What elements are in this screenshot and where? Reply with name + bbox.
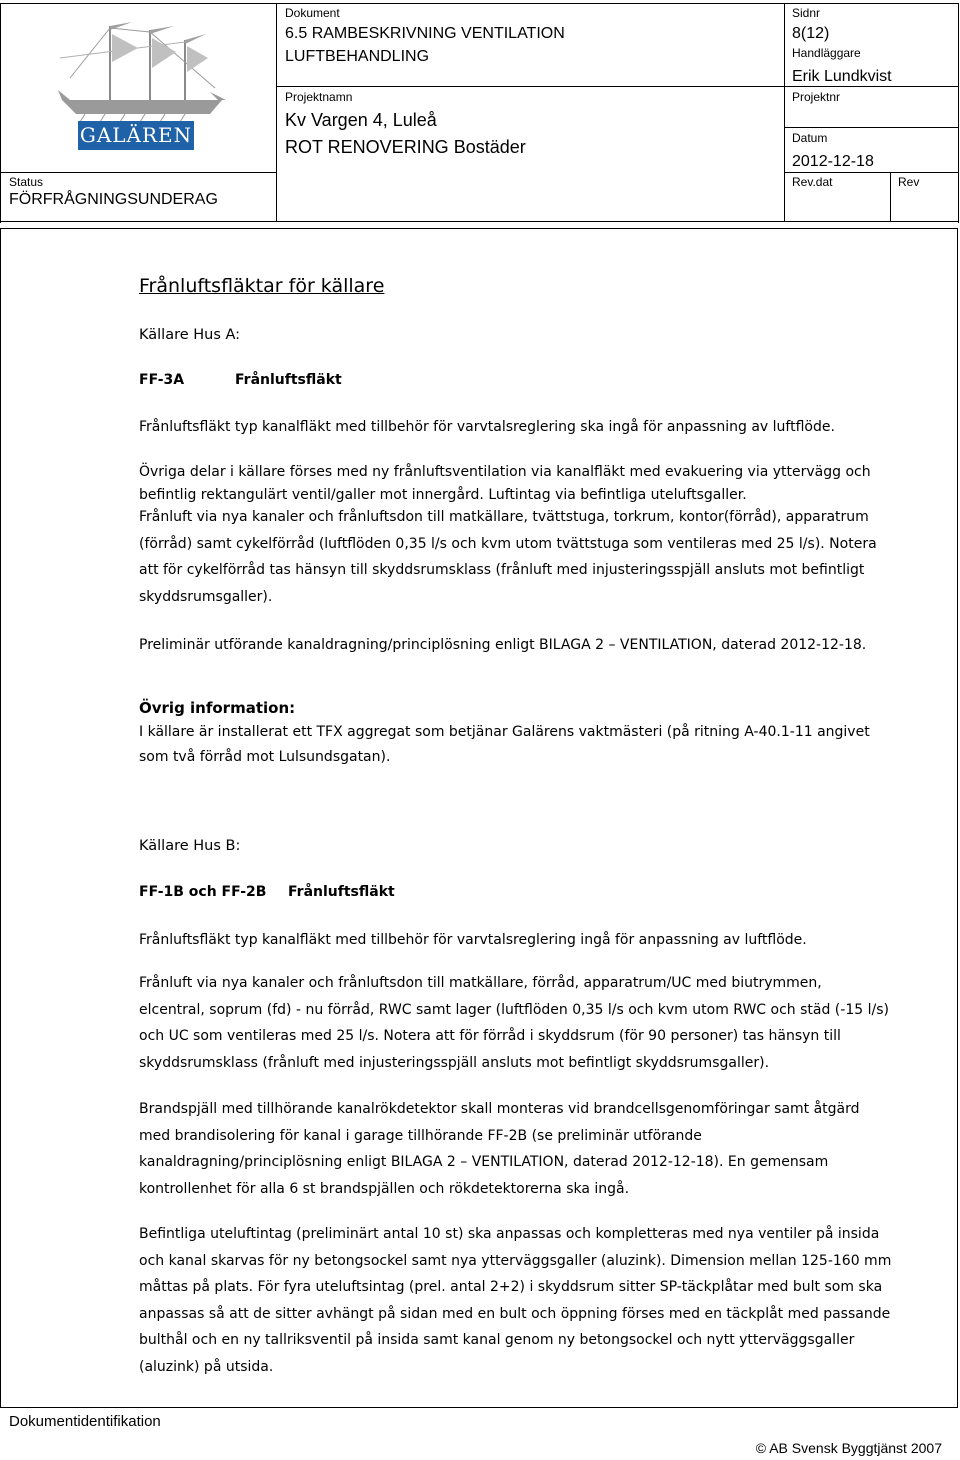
- hus-a-heading: Källare Hus A:: [139, 327, 241, 343]
- hus-b-paragraph-2: [139, 970, 951, 1076]
- datum-value: 2012-12-18: [792, 153, 874, 170]
- hus-a-paragraph-4: [139, 632, 951, 659]
- text-line: kanaldragning/principlösning enligt BILAGA 2 – VENTILATION, daterad 2012-12-18). En gemensam: [139, 1154, 829, 1170]
- status-value: FÖRFRÅGNINGSUNDERAG: [9, 191, 218, 208]
- doc-id-label: Dokumentidentifikation: [9, 1413, 161, 1430]
- hus-a-name: Frånluftsfläkt: [235, 372, 342, 388]
- hus-a-paragraph-2: [139, 459, 951, 508]
- dokument-value-line1: 6.5 RAMBESKRIVNING VENTILATION: [285, 25, 565, 42]
- hus-b-paragraph-1: [139, 927, 951, 954]
- galaren-logo: [40, 18, 240, 158]
- ovrig-paragraph: [139, 720, 951, 770]
- dokument-value-line2: LUFTBEHANDLING: [285, 48, 430, 65]
- text-line: Frånluftsfläkt typ kanalfläkt med tillbehör för varvtalsreglering ska ingå för anpassning av luftflöde.: [139, 419, 835, 435]
- text-line: (förråd) samt cykelförråd (luftflöden 0,35 l/s och kvm utom tvättstuga som ventileras med 25 l/s). Notera: [139, 535, 877, 552]
- text-line: och kanal skarvas för ny betongsockel samt nya ytterväggsgaller (aluzink). Dimension mellan 125-160 mm: [139, 1252, 892, 1269]
- text-line: Övriga delar i källare förses med ny frånluftsventilation via kanalfläkt med evakuering via yttervägg och: [139, 464, 871, 480]
- hus-a-paragraph-3: [139, 504, 951, 610]
- text-line: som två förråd mot Lulsundsgatan).: [139, 749, 391, 765]
- text-line: Frånluft via nya kanaler och frånluftsdon till matkällare, tvättstuga, torkrum, kontor(förråd), apparatrum: [139, 509, 869, 525]
- projektnamn-label: Projektnamn: [285, 90, 353, 104]
- handlaggare-label: Handläggare: [792, 46, 861, 60]
- hus-a-paragraph-1: [139, 414, 951, 441]
- projektnamn-line2: ROT RENOVERING Bostäder: [285, 137, 526, 157]
- datum-label: Datum: [792, 131, 828, 145]
- dokument-label: Dokument: [285, 6, 340, 20]
- text-line: bulthål och en ny tallriksventil på insida samt kanal genom ny betongsockel och nytt ytterväggsgaller: [139, 1332, 855, 1348]
- hus-b-paragraph-4: [139, 1221, 951, 1380]
- hus-b-paragraph-3: [139, 1096, 951, 1202]
- text-line: Preliminär utförande kanaldragning/principlösning enligt BILAGA 2 – VENTILATION, daterad 2012-12-18.: [139, 637, 867, 653]
- text-line: skyddsrumsklass (frånluft med injusteringsspjäll ansluts mot befintligt skyddsrumsgaller).: [139, 1054, 770, 1071]
- text-line: anpassas så att de sitter avhängt på sidan med en bult och öppning förses med en täckplåt med passande: [139, 1305, 891, 1322]
- sidnr-value: 8(12): [792, 25, 830, 42]
- text-line: (aluzink) på utsida.: [139, 1358, 274, 1375]
- revdat-label: Rev.dat: [792, 175, 833, 189]
- text-line: Brandspjäll med tillhörande kanalrökdetektor skall monteras vid brandcellsgenomföringar samt åtgärd: [139, 1101, 860, 1117]
- text-line: kontrollenhet för alla 6 st brandspjällen och rökdetektorerna ska ingå.: [139, 1180, 630, 1197]
- text-line: och UC som ventileras med 25 l/s. Notera att för förråd i skyddsrum (för 90 personer) tas hänsyn till: [139, 1028, 841, 1044]
- text-line: Frånluftsfläkt typ kanalfläkt med tillbehör för varvtalsreglering ingå för anpassning av luftflöde.: [139, 932, 807, 948]
- text-line: med brandisolering för kanal i garage tillhörande FF-2B (se preliminär utförande: [139, 1127, 702, 1144]
- projektnamn-line1: Kv Vargen 4, Luleå: [285, 110, 437, 130]
- text-line: elcentral, soprum (fd) - nu förråd, RWC samt lager (luftflöden 0,35 l/s och kvm utom RWC och städ (-15 l/s): [139, 1001, 889, 1018]
- hus-b-name: Frånluftsfläkt: [288, 884, 395, 900]
- rev-label: Rev: [898, 175, 920, 189]
- copyright-text: © AB Svensk Byggtjänst 2007: [755, 1440, 942, 1456]
- ovrig-heading: Övrig information:: [139, 699, 296, 717]
- hus-b-code: FF-1B och FF-2B: [139, 884, 267, 900]
- hus-a-code: FF-3A: [139, 372, 185, 388]
- status-label: Status: [9, 175, 44, 189]
- hus-b-heading: Källare Hus B:: [139, 838, 241, 854]
- text-line: I källare är installerat ett TFX aggregat som betjänar Galärens vaktmästeri (på ritning A-40.1-11 angivet: [139, 724, 870, 740]
- text-line: skyddsrumsgaller).: [139, 588, 273, 605]
- projektnr-label: Projektnr: [792, 90, 841, 104]
- text-line: att för cykelförråd tas hänsyn till skyddsrumsklass (frånluft med injusteringsspjäll ansluts mot befintligt: [139, 562, 865, 578]
- section-title: Frånluftsfläktar för källare: [139, 275, 385, 297]
- sidnr-label: Sidnr: [792, 6, 821, 20]
- text-line: befintlig rektangulärt ventil/galler mot innergård. Luftintag via befintliga uteluftsgaller.: [139, 486, 747, 503]
- text-line: måttas på plats. För fyra uteluftsintag (prel. antal 2+2) i skyddsrum sitter SP-täckplåtar med bult som ska: [139, 1279, 883, 1295]
- text-line: Befintliga uteluftintag (preliminärt antal 10 st) ska anpassas och kompletteras med nya ventiler på insida: [139, 1226, 880, 1242]
- text-line: Frånluft via nya kanaler och frånluftsdon till matkällare, förråd, apparatrum/UC med biutrymmen,: [139, 975, 822, 991]
- handlaggare-value: Erik Lundkvist: [792, 68, 892, 85]
- logo-text: GALÄREN: [79, 123, 193, 147]
